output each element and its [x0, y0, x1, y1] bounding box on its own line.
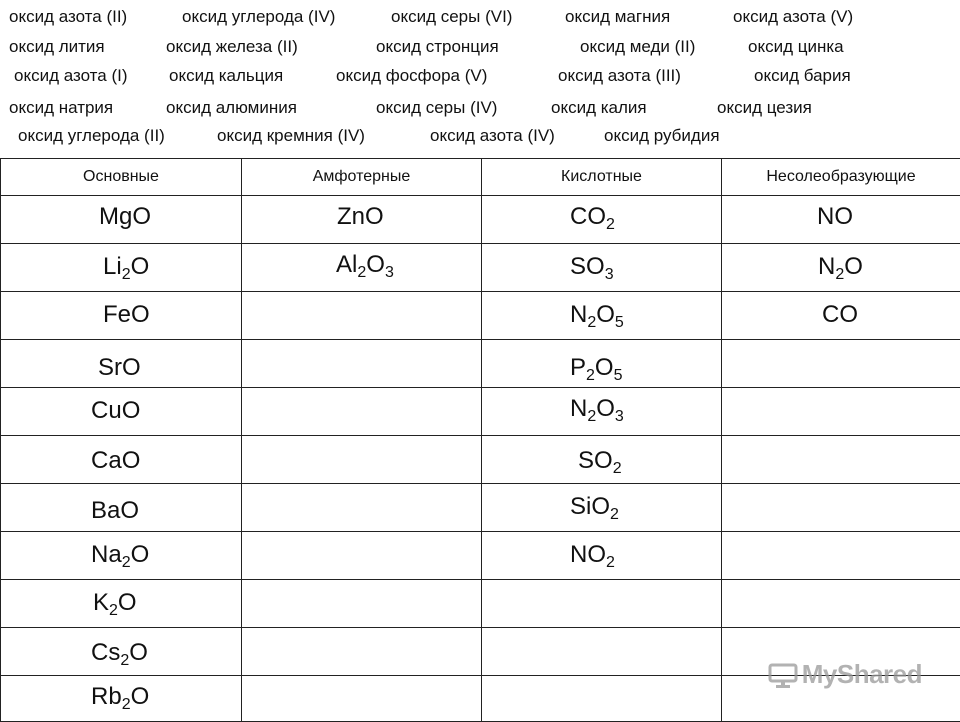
watermark	[768, 659, 922, 690]
oxide-name: оксид магния	[565, 7, 670, 27]
oxide-name: оксид азота (V)	[733, 7, 853, 27]
oxide-name: оксид кальция	[169, 66, 283, 86]
formula-cell: NO	[817, 203, 853, 231]
formula-cell: $N_2O$	[818, 253, 863, 281]
table-row	[1, 484, 960, 532]
formula-cell: $Al_2O_3$	[336, 251, 394, 279]
oxide-name: оксид фосфора (V)	[336, 66, 487, 86]
table-row	[1, 436, 960, 484]
formula-cell: $NO_2$	[570, 541, 615, 569]
oxide-name: оксид цинка	[748, 37, 844, 57]
table-row	[1, 244, 960, 292]
table-header-row	[1, 159, 960, 196]
formula-cell: CaO	[91, 447, 140, 475]
oxide-name: оксид углерода (II)	[18, 126, 165, 146]
formula-cell: $CO_2$	[570, 203, 615, 231]
presentation-icon	[768, 662, 798, 688]
header-amphoteric: Амфотерные	[242, 159, 482, 196]
oxide-name: оксид азота (I)	[14, 66, 128, 86]
oxide-name: оксид рубидия	[604, 126, 720, 146]
header-non-salt-forming: Несолеобразующие	[722, 159, 960, 196]
formula-cell: $SO_2$	[578, 447, 622, 475]
oxide-name: оксид стронция	[376, 37, 499, 57]
oxide-name: оксид азота (IV)	[430, 126, 555, 146]
header-basic: Основные	[1, 159, 242, 196]
table-row	[1, 340, 960, 388]
oxide-name: оксид серы (VI)	[391, 7, 512, 27]
oxide-name: оксид азота (III)	[558, 66, 681, 86]
table-row	[1, 388, 960, 436]
oxide-name: оксид железа (II)	[166, 37, 298, 57]
formula-cell: $SO_3$	[570, 253, 614, 281]
oxide-word-list	[0, 0, 960, 158]
formula-cell: $N_2O_3$	[570, 395, 624, 423]
table-row	[1, 532, 960, 580]
oxide-classification-table	[0, 158, 960, 722]
formula-cell: ZnO	[337, 203, 384, 231]
oxide-name: оксид калия	[551, 98, 647, 118]
oxide-name: оксид алюминия	[166, 98, 297, 118]
table-row	[1, 292, 960, 340]
table-row	[1, 196, 960, 244]
formula-cell: SiO$_2$	[570, 493, 619, 521]
oxide-name: оксид серы (IV)	[376, 98, 497, 118]
formula-cell: FeO	[103, 301, 150, 329]
formula-cell: BaO	[91, 497, 139, 525]
formula-cell: $P_2O_5$	[570, 354, 623, 382]
oxide-name: оксид углерода (IV)	[182, 7, 335, 27]
watermark-text: MyShared	[802, 659, 922, 690]
formula-cell: $Li_2O$	[103, 253, 149, 281]
formula-cell: CuO	[91, 397, 140, 425]
formula-cell: $N_2O_5$	[570, 301, 624, 329]
oxide-name: оксид кремния (IV)	[217, 126, 365, 146]
oxide-name: оксид натрия	[9, 98, 113, 118]
oxide-name: оксид азота (II)	[9, 7, 127, 27]
oxide-name: оксид бария	[754, 66, 851, 86]
formula-cell: SrO	[98, 354, 141, 382]
formula-cell: $Rb_2O$	[91, 683, 149, 711]
oxide-name: оксид меди (II)	[580, 37, 695, 57]
formula-cell: MgO	[99, 203, 151, 231]
header-acidic: Кислотные	[482, 159, 722, 196]
formula-cell: $K_2O$	[93, 589, 137, 617]
table-row	[1, 580, 960, 628]
formula-cell: $Na_2O$	[91, 541, 149, 569]
oxide-name: оксид лития	[9, 37, 105, 57]
oxide-name: оксид цезия	[717, 98, 812, 118]
formula-cell: CO	[822, 301, 858, 329]
formula-cell: $Cs_2O$	[91, 639, 148, 667]
